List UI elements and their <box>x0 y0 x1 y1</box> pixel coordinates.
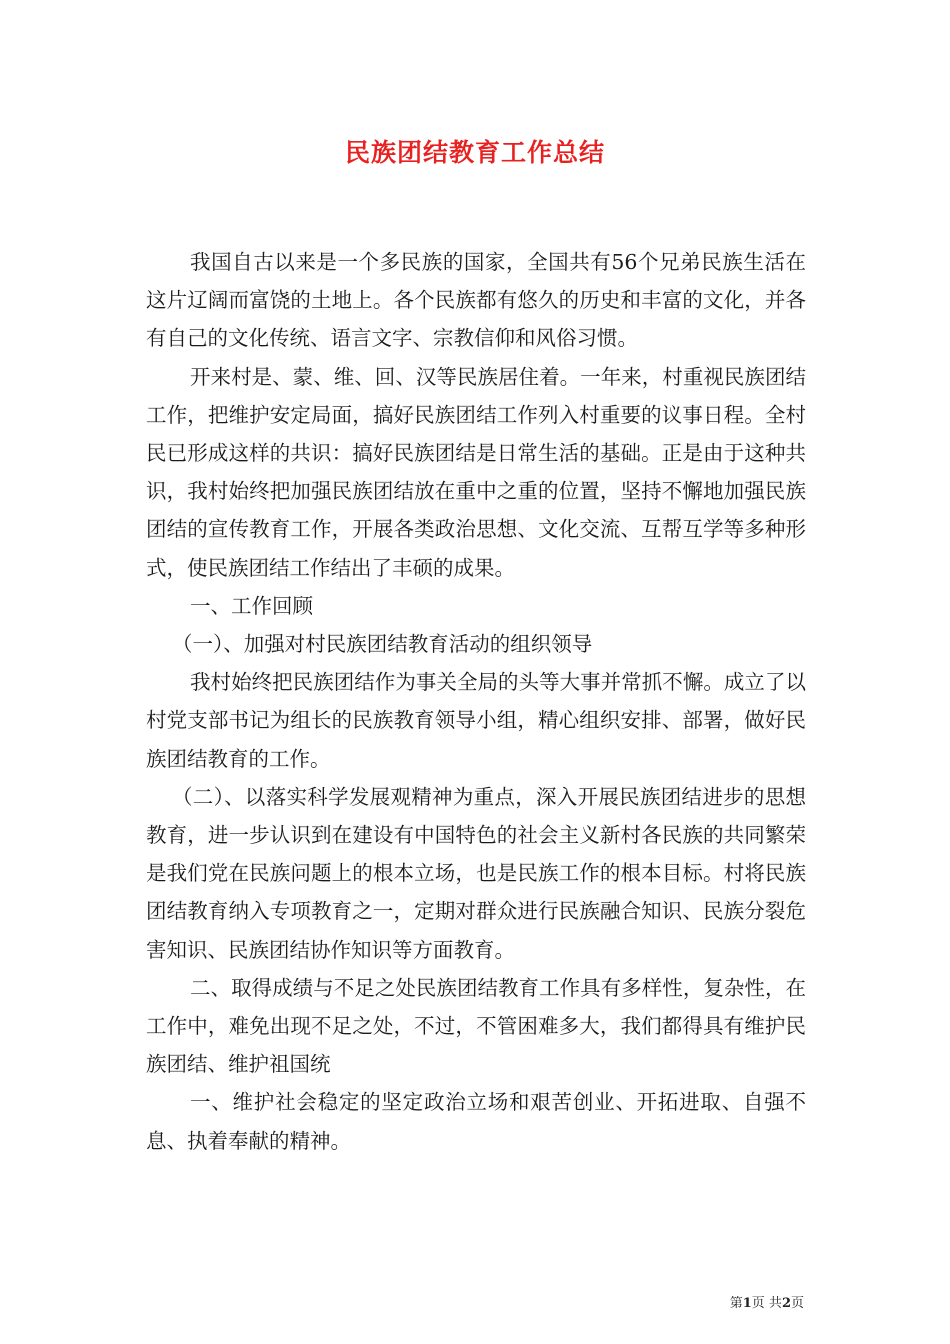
document-body <box>146 243 806 1160</box>
document-title: 民族团结教育工作总结 <box>344 138 605 167</box>
section-heading-review: 一、工作回顾 <box>190 593 313 618</box>
footer-prefix: 第 <box>729 1296 743 1311</box>
footer-current-page: 1 <box>742 1296 752 1311</box>
paragraph-stability: 一、维护社会稳定的坚定政治立场和艰苦创业、开拓进取、自强不息、执着奉献的精神。 <box>146 1090 806 1153</box>
paragraph-intro: 我国自古以来是一个多民族的国家，全国共有56个兄弟民族生活在这片辽阔而富饶的土地上。各个民族都有悠久的历史和丰富的文化，并各有自己的文化传统、语言文字、宗教信仰和风俗习惯。 <box>146 250 806 351</box>
paragraph-leadership: 我村始终把民族团结作为事关全局的头等大事并常抓不懈。成立了以村党支部书记为组长的民族教育领导小组，精心组织安排、部署，做好民族团结教育的工作。 <box>146 670 806 771</box>
paragraph-education: （二）、以落实科学发展观精神为重点，深入开展民族团结进步的思想教育，进一步认识到在建设有中国特色的社会主义新村各民族的共同繁荣是我们党在民族问题上的根本立场，也是民族工作的根本目标。村将民族团结教育纳入专项教育之一，定期对群众进行民族融合知识、民族分裂危害知识、民族团结协作知识等方面教育。 <box>146 784 806 962</box>
paragraph-achievements: 二、取得成绩与不足之处民族团结教育工作具有多样性，复杂性，在工作中，难免出现不足之处，不过，不管困难多大，我们都得具有维护民族团结、维护祖国统 <box>146 975 806 1077</box>
paragraph-village: 开来村是、蒙、维、回、汉等民族居住着。一年来，村重视民族团结工作，把维护安定局面，搞好民族团结工作列入村重要的议事日程。全村民已形成这样的共识：搞好民族团结是日常生活的基础。正是由于这种共识，我村始终把加强民族团结放在重中之重的位置，坚持不懈地加强民族团结的宣传教育工作，开展各类政治思想、文化交流、互帮互学等多种形式，使民族团结工作结出了丰硕的成果。 <box>146 364 806 580</box>
page-number-footer <box>730 1292 804 1311</box>
subsection-heading-1: （一）、加强对村民族团结教育活动的组织领导 <box>172 632 593 657</box>
footer-middle: 页 共 <box>751 1296 782 1311</box>
footer-suffix: 页 <box>790 1296 804 1311</box>
footer-total-pages: 2 <box>781 1296 791 1311</box>
